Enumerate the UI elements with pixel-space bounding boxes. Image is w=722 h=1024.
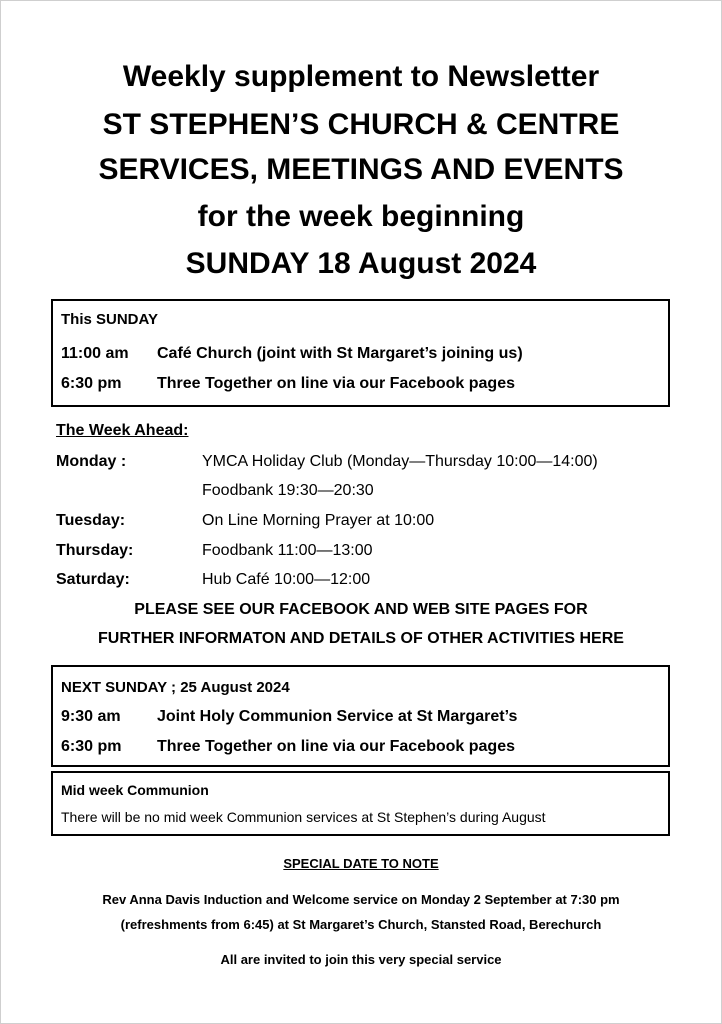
- induction-details: Rev Anna Davis Induction and Welcome service on Monday 2 September at 7:30 pm: [102, 892, 620, 907]
- event-text: Foodbank 11:00—13:00: [202, 542, 373, 559]
- midweek-note: There will be no mid week Communion services at St Stephen’s during August: [61, 809, 546, 825]
- event-text: Foodbank 19:30—20:30: [202, 482, 374, 499]
- event-text: YMCA Holiday Club (Monday—Thursday 10:00—14:00): [202, 453, 598, 470]
- this-sunday-heading: This SUNDAY: [61, 311, 158, 328]
- induction-location: (refreshments from 6:45) at St Margaret’s Church, Stansted Road, Berechurch: [120, 917, 602, 932]
- service-description: Joint Holy Communion Service at St Margaret’s: [157, 708, 518, 725]
- midweek-communion-box: [51, 771, 670, 836]
- day-label: Tuesday:: [56, 512, 126, 529]
- service-description: Café Church (joint with St Margaret’s joining us): [157, 345, 523, 362]
- church-name: ST STEPHEN’S CHURCH & CENTRE: [102, 108, 620, 141]
- week-beginning-label: for the week beginning: [197, 200, 525, 233]
- service-description: Three Together on line via our Facebook pages: [157, 375, 515, 392]
- service-description: Three Together on line via our Facebook pages: [157, 738, 515, 755]
- service-time: 9:30 am: [61, 708, 121, 725]
- facebook-notice-continued: FURTHER INFORMATON AND DETAILS OF OTHER ACTIVITIES HERE: [98, 630, 624, 647]
- facebook-notice: PLEASE SEE OUR FACEBOOK AND WEB SITE PAGES FOR: [134, 601, 588, 618]
- service-time: 11:00 am: [61, 345, 129, 362]
- week-ahead-heading: The Week Ahead:: [56, 422, 189, 439]
- services-heading: SERVICES, MEETINGS AND EVENTS: [98, 153, 624, 186]
- service-time: 6:30 pm: [61, 738, 122, 755]
- day-label: Thursday:: [56, 542, 134, 559]
- event-text: Hub Café 10:00—12:00: [202, 571, 371, 588]
- invitation-text: All are invited to join this very special service: [220, 952, 502, 967]
- day-label: Monday :: [56, 453, 127, 470]
- midweek-heading: Mid week Communion: [61, 782, 209, 798]
- service-time: 6:30 pm: [61, 375, 122, 392]
- newsletter-title: Weekly supplement to Newsletter: [122, 60, 600, 93]
- special-date-heading: SPECIAL DATE TO NOTE: [283, 856, 439, 871]
- day-label: Saturday:: [56, 571, 130, 588]
- next-sunday-heading: NEXT SUNDAY ; 25 August 2024: [61, 679, 290, 696]
- event-text: On Line Morning Prayer at 10:00: [202, 512, 435, 529]
- week-date: SUNDAY 18 August 2024: [185, 247, 537, 280]
